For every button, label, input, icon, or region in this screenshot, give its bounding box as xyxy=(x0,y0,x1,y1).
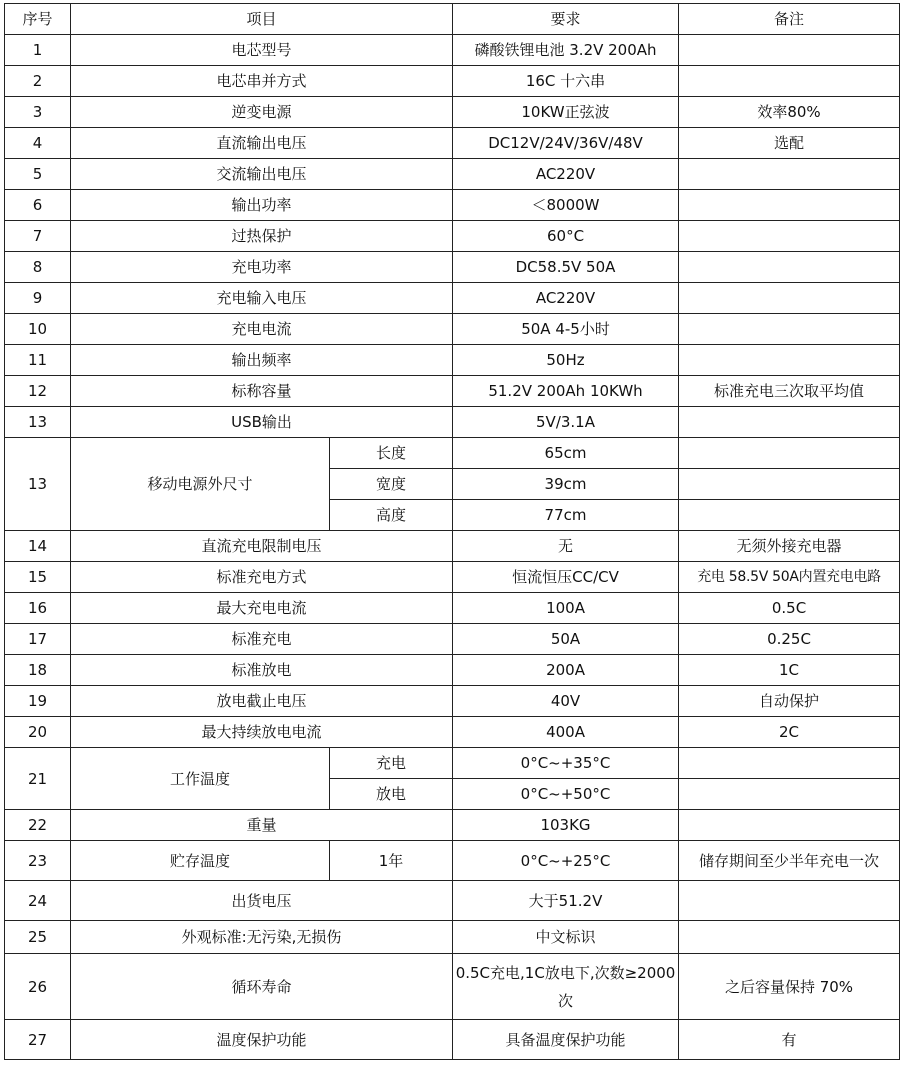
seq-cell: 4 xyxy=(5,128,71,159)
table-row xyxy=(5,748,900,779)
seq-cell: 18 xyxy=(5,655,71,686)
req-cell: 100A xyxy=(453,593,679,624)
seq-cell: 1 xyxy=(5,35,71,66)
note-cell xyxy=(679,35,900,66)
note-cell xyxy=(679,66,900,97)
req-cell: 40V xyxy=(453,686,679,717)
req-cell: DC12V/24V/36V/48V xyxy=(453,128,679,159)
seq-cell: 11 xyxy=(5,345,71,376)
table-row xyxy=(5,97,900,128)
header-note: 备注 xyxy=(679,4,900,35)
req-cell: 大于51.2V xyxy=(453,881,679,921)
note-cell: 1C xyxy=(679,655,900,686)
req-cell: 无 xyxy=(453,531,679,562)
note-cell xyxy=(679,921,900,954)
seq-cell: 10 xyxy=(5,314,71,345)
req-cell: 50A xyxy=(453,624,679,655)
table-row xyxy=(5,252,900,283)
note-cell: 之后容量保持 70% xyxy=(679,954,900,1020)
table-row xyxy=(5,159,900,190)
item-cell: 温度保护功能 xyxy=(71,1020,453,1060)
item-cell: 标准放电 xyxy=(71,655,453,686)
item-cell: 工作温度 xyxy=(71,748,330,810)
table-row xyxy=(5,66,900,97)
table-row xyxy=(5,921,900,954)
seq-cell: 27 xyxy=(5,1020,71,1060)
note-cell: 充电 58.5V 50A内置充电电路 xyxy=(679,562,900,593)
seq-cell: 7 xyxy=(5,221,71,252)
note-cell: 选配 xyxy=(679,128,900,159)
note-cell xyxy=(679,252,900,283)
item-cell: 标称容量 xyxy=(71,376,453,407)
item-cell: 放电截止电压 xyxy=(71,686,453,717)
spec-table xyxy=(4,3,900,1060)
req-cell: 中文标识 xyxy=(453,921,679,954)
item-cell: 标准充电方式 xyxy=(71,562,453,593)
req-cell: 0°C~+25°C xyxy=(453,841,679,881)
req-cell: 400A xyxy=(453,717,679,748)
item-cell: 最大持续放电电流 xyxy=(71,717,453,748)
table-row xyxy=(5,438,900,469)
sub-item-cell: 宽度 xyxy=(330,469,453,500)
item-cell: 贮存温度 xyxy=(71,841,330,881)
seq-cell: 24 xyxy=(5,881,71,921)
table-row xyxy=(5,717,900,748)
note-cell: 效率80% xyxy=(679,97,900,128)
note-cell: 有 xyxy=(679,1020,900,1060)
table-row xyxy=(5,686,900,717)
table-row xyxy=(5,1020,900,1060)
table-row xyxy=(5,407,900,438)
table-row xyxy=(5,376,900,407)
table-row xyxy=(5,841,900,881)
table-row xyxy=(5,221,900,252)
note-cell xyxy=(679,345,900,376)
req-cell: AC220V xyxy=(453,159,679,190)
item-cell: 直流输出电压 xyxy=(71,128,453,159)
seq-cell: 13 xyxy=(5,438,71,531)
table-row xyxy=(5,35,900,66)
seq-cell: 21 xyxy=(5,748,71,810)
table-row xyxy=(5,562,900,593)
req-cell: 200A xyxy=(453,655,679,686)
req-cell: 0°C~+35°C xyxy=(453,748,679,779)
item-cell: 移动电源外尺寸 xyxy=(71,438,330,531)
req-cell: 60°C xyxy=(453,221,679,252)
item-cell: USB输出 xyxy=(71,407,453,438)
item-cell: 输出频率 xyxy=(71,345,453,376)
sub-item-cell: 充电 xyxy=(330,748,453,779)
table-row xyxy=(5,655,900,686)
req-cell: 50Hz xyxy=(453,345,679,376)
sub-item-cell: 放电 xyxy=(330,779,453,810)
note-cell xyxy=(679,283,900,314)
item-cell: 外观标准:无污染,无损伤 xyxy=(71,921,453,954)
header-row xyxy=(5,4,900,35)
item-cell: 电芯型号 xyxy=(71,35,453,66)
seq-cell: 9 xyxy=(5,283,71,314)
seq-cell: 5 xyxy=(5,159,71,190)
note-cell: 0.5C xyxy=(679,593,900,624)
req-cell: 0.5C充电,1C放电下,次数≥2000次 xyxy=(453,954,679,1020)
item-cell: 充电功率 xyxy=(71,252,453,283)
req-cell: 5V/3.1A xyxy=(453,407,679,438)
seq-cell: 16 xyxy=(5,593,71,624)
req-cell: ＜8000W xyxy=(453,190,679,221)
req-cell: AC220V xyxy=(453,283,679,314)
req-cell: 50A 4-5小时 xyxy=(453,314,679,345)
table-row xyxy=(5,810,900,841)
seq-cell: 26 xyxy=(5,954,71,1020)
sub-item-cell: 长度 xyxy=(330,438,453,469)
sub-item-cell: 高度 xyxy=(330,500,453,531)
note-cell xyxy=(679,314,900,345)
seq-cell: 6 xyxy=(5,190,71,221)
item-cell: 出货电压 xyxy=(71,881,453,921)
table-row xyxy=(5,624,900,655)
req-cell: 10KW正弦波 xyxy=(453,97,679,128)
note-cell xyxy=(679,438,900,469)
table-row xyxy=(5,954,900,1020)
note-cell xyxy=(679,779,900,810)
item-cell: 直流充电限制电压 xyxy=(71,531,453,562)
note-cell xyxy=(679,221,900,252)
req-cell: 0°C~+50°C xyxy=(453,779,679,810)
note-cell xyxy=(679,469,900,500)
item-cell: 标准充电 xyxy=(71,624,453,655)
item-cell: 充电电流 xyxy=(71,314,453,345)
note-cell xyxy=(679,810,900,841)
seq-cell: 19 xyxy=(5,686,71,717)
item-cell: 重量 xyxy=(71,810,453,841)
table-row xyxy=(5,593,900,624)
item-cell: 最大充电电流 xyxy=(71,593,453,624)
note-cell xyxy=(679,159,900,190)
note-cell xyxy=(679,881,900,921)
table-row xyxy=(5,128,900,159)
req-cell: DC58.5V 50A xyxy=(453,252,679,283)
item-cell: 逆变电源 xyxy=(71,97,453,128)
seq-cell: 15 xyxy=(5,562,71,593)
item-cell: 交流输出电压 xyxy=(71,159,453,190)
req-cell: 65cm xyxy=(453,438,679,469)
seq-cell: 2 xyxy=(5,66,71,97)
header-seq: 序号 xyxy=(5,4,71,35)
seq-cell: 22 xyxy=(5,810,71,841)
seq-cell: 3 xyxy=(5,97,71,128)
item-cell: 电芯串并方式 xyxy=(71,66,453,97)
item-cell: 过热保护 xyxy=(71,221,453,252)
table-row xyxy=(5,283,900,314)
table-row xyxy=(5,314,900,345)
note-cell: 标准充电三次取平均值 xyxy=(679,376,900,407)
req-cell: 39cm xyxy=(453,469,679,500)
note-cell: 无须外接充电器 xyxy=(679,531,900,562)
header-item: 项目 xyxy=(71,4,453,35)
item-cell: 充电输入电压 xyxy=(71,283,453,314)
req-cell: 103KG xyxy=(453,810,679,841)
note-cell xyxy=(679,748,900,779)
note-cell: 2C xyxy=(679,717,900,748)
header-req: 要求 xyxy=(453,4,679,35)
req-cell: 磷酸铁锂电池 3.2V 200Ah xyxy=(453,35,679,66)
req-cell: 恒流恒压CC/CV xyxy=(453,562,679,593)
table-row xyxy=(5,190,900,221)
seq-cell: 23 xyxy=(5,841,71,881)
table-row xyxy=(5,881,900,921)
item-cell: 输出功率 xyxy=(71,190,453,221)
note-cell xyxy=(679,500,900,531)
table-row xyxy=(5,345,900,376)
note-cell: 储存期间至少半年充电一次 xyxy=(679,841,900,881)
seq-cell: 17 xyxy=(5,624,71,655)
note-cell: 自动保护 xyxy=(679,686,900,717)
note-cell: 0.25C xyxy=(679,624,900,655)
seq-cell: 13 xyxy=(5,407,71,438)
note-cell xyxy=(679,190,900,221)
req-cell: 77cm xyxy=(453,500,679,531)
seq-cell: 20 xyxy=(5,717,71,748)
seq-cell: 8 xyxy=(5,252,71,283)
sub-item-cell: 1年 xyxy=(330,841,453,881)
req-cell: 具备温度保护功能 xyxy=(453,1020,679,1060)
req-cell: 51.2V 200Ah 10KWh xyxy=(453,376,679,407)
seq-cell: 12 xyxy=(5,376,71,407)
seq-cell: 14 xyxy=(5,531,71,562)
note-cell xyxy=(679,407,900,438)
req-cell: 16C 十六串 xyxy=(453,66,679,97)
seq-cell: 25 xyxy=(5,921,71,954)
item-cell: 循环寿命 xyxy=(71,954,453,1020)
table-row xyxy=(5,531,900,562)
